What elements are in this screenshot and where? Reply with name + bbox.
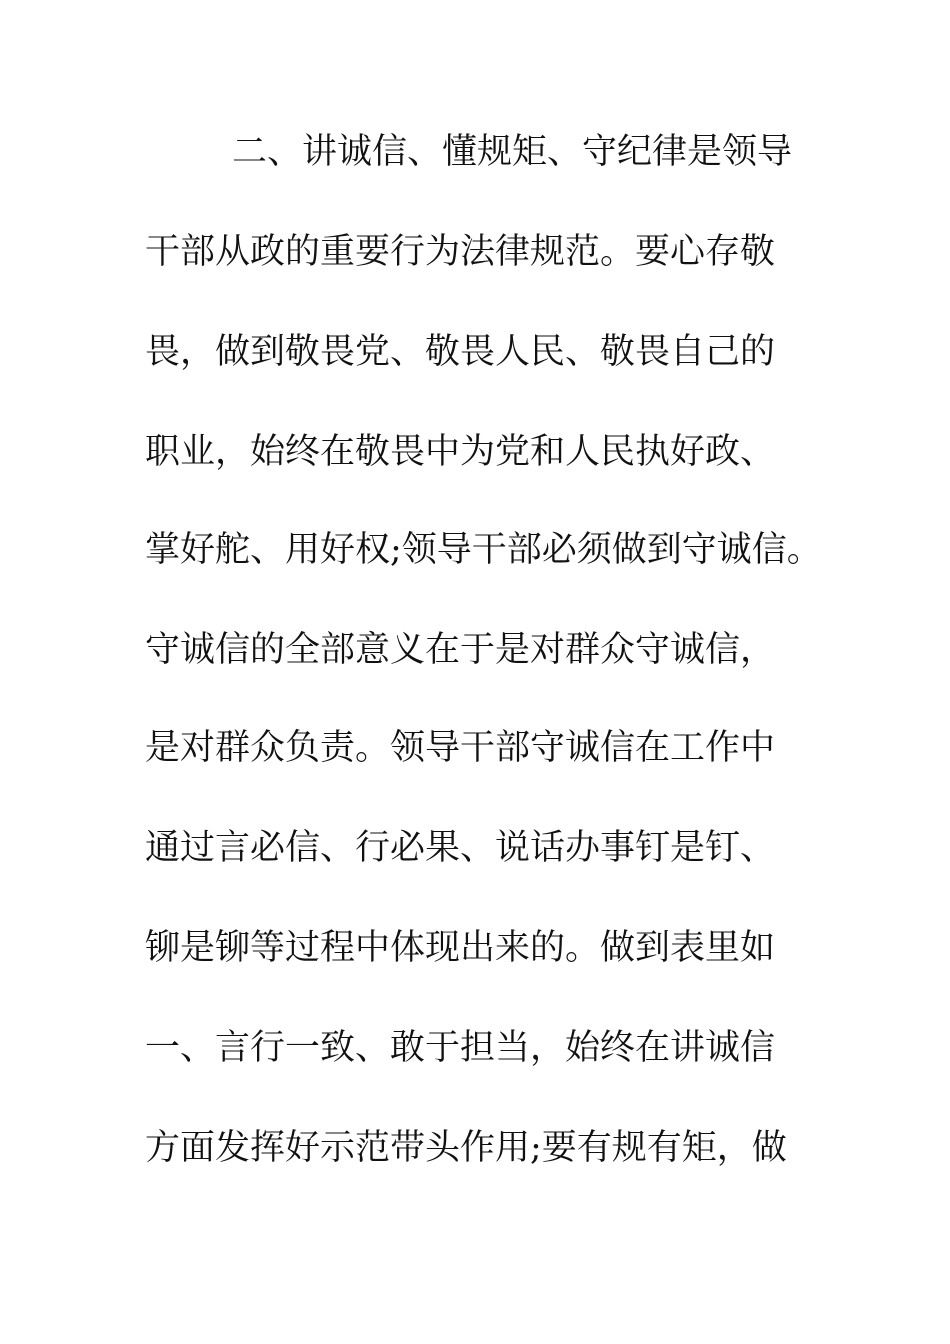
paragraph-line-9: 铆是铆等过程中体现出来的。做到表里如: [145, 928, 776, 968]
paragraph-line-10: 一、言行一致、敢于担当，始终在讲诚信: [145, 1028, 776, 1068]
paragraph-line-2: 干部从政的重要行为法律规范。要心存敬: [145, 232, 776, 272]
paragraph-line-1: 二、讲诚信、懂规矩、守纪律是领导: [232, 132, 793, 172]
paragraph-line-8: 通过言必信、行必果、说话办事钉是钉、: [145, 828, 776, 868]
paragraph-line-6: 守诚信的全部意义在于是对群众守诚信，: [145, 630, 776, 670]
paragraph-line-4: 职业，始终在敬畏中为党和人民执好政、: [145, 432, 776, 472]
paragraph-line-3: 畏，做到敬畏党、敬畏人民、敬畏自己的: [145, 332, 776, 372]
paragraph-line-5: 掌好舵、用好权;领导干部必须做到守诚信。: [145, 530, 822, 570]
paragraph-line-11: 方面发挥好示范带头作用;要有规有矩，做: [145, 1128, 787, 1168]
paragraph-line-7: 是对群众负责。领导干部守诚信在工作中: [145, 728, 776, 768]
